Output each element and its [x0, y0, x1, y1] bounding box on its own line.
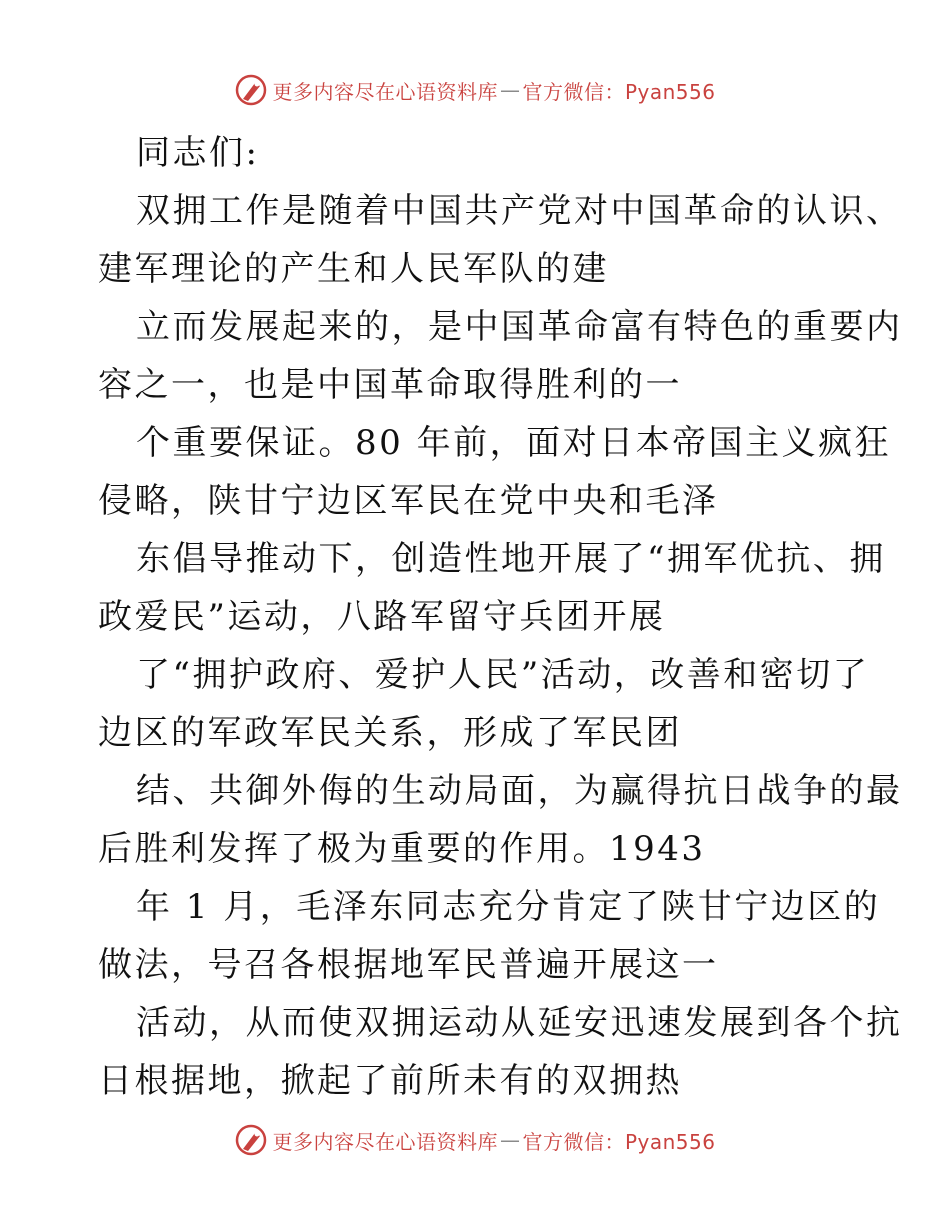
- paragraph-line: 政爱民”运动，八路军留守兵团开展: [98, 597, 666, 637]
- paragraph-line: 结、共御外侮的生动局面，为赢得抗日战争的最: [136, 771, 903, 811]
- watermark-separator: —: [499, 1128, 521, 1152]
- paragraph-line: 双拥工作是随着中国共产党对中国革命的认识、: [136, 191, 903, 231]
- paragraph-line: 立而发展起来的，是中国革命富有特色的重要内: [136, 307, 903, 347]
- watermark-separator: —: [499, 78, 521, 102]
- paragraph-line: 容之一，也是中国革命取得胜利的一: [98, 365, 682, 405]
- watermark-contact: 官方微信：Pyan556: [522, 79, 716, 104]
- document-body: [98, 124, 903, 1110]
- paragraph-line: 建军理论的产生和人民军队的建: [98, 249, 609, 289]
- paragraph-line: 侵略，陕甘宁边区军民在党中央和毛泽: [98, 481, 719, 521]
- paragraph-line: 日根据地，掀起了前所未有的双拥热: [98, 1061, 682, 1101]
- watermark-text: 更多内容尽在心语资料库: [272, 79, 498, 104]
- footer-watermark: [0, 1122, 950, 1158]
- paragraph-line: 东倡导推动下，创造性地开展了“拥军优抗、拥: [136, 539, 886, 579]
- watermark-text: 更多内容尽在心语资料库: [272, 1129, 498, 1154]
- pen-circle-logo-icon: [234, 1123, 268, 1157]
- header-watermark: [0, 72, 950, 108]
- paragraph-line: 活动，从而使双拥运动从延安迅速发展到各个抗: [136, 1003, 903, 1043]
- paragraph-line: 做法，号召各根据地军民普遍开展这一: [98, 945, 719, 985]
- pen-circle-logo-icon: [234, 73, 268, 107]
- watermark-contact: 官方微信：Pyan556: [522, 1129, 716, 1154]
- paragraph-line: 年 1 月，毛泽东同志充分肯定了陕甘宁边区的: [136, 887, 881, 927]
- paragraph-line: 个重要保证。80 年前，面对日本帝国主义疯狂: [136, 423, 892, 463]
- paragraph-line: 边区的军政军民关系，形成了军民团: [98, 713, 682, 753]
- paragraph-line: 后胜利发挥了极为重要的作用。1943: [98, 829, 706, 869]
- salutation-line: 同志们:: [136, 133, 260, 173]
- paragraph-line: 了“拥护政府、爱护人民”活动，改善和密切了: [136, 655, 870, 695]
